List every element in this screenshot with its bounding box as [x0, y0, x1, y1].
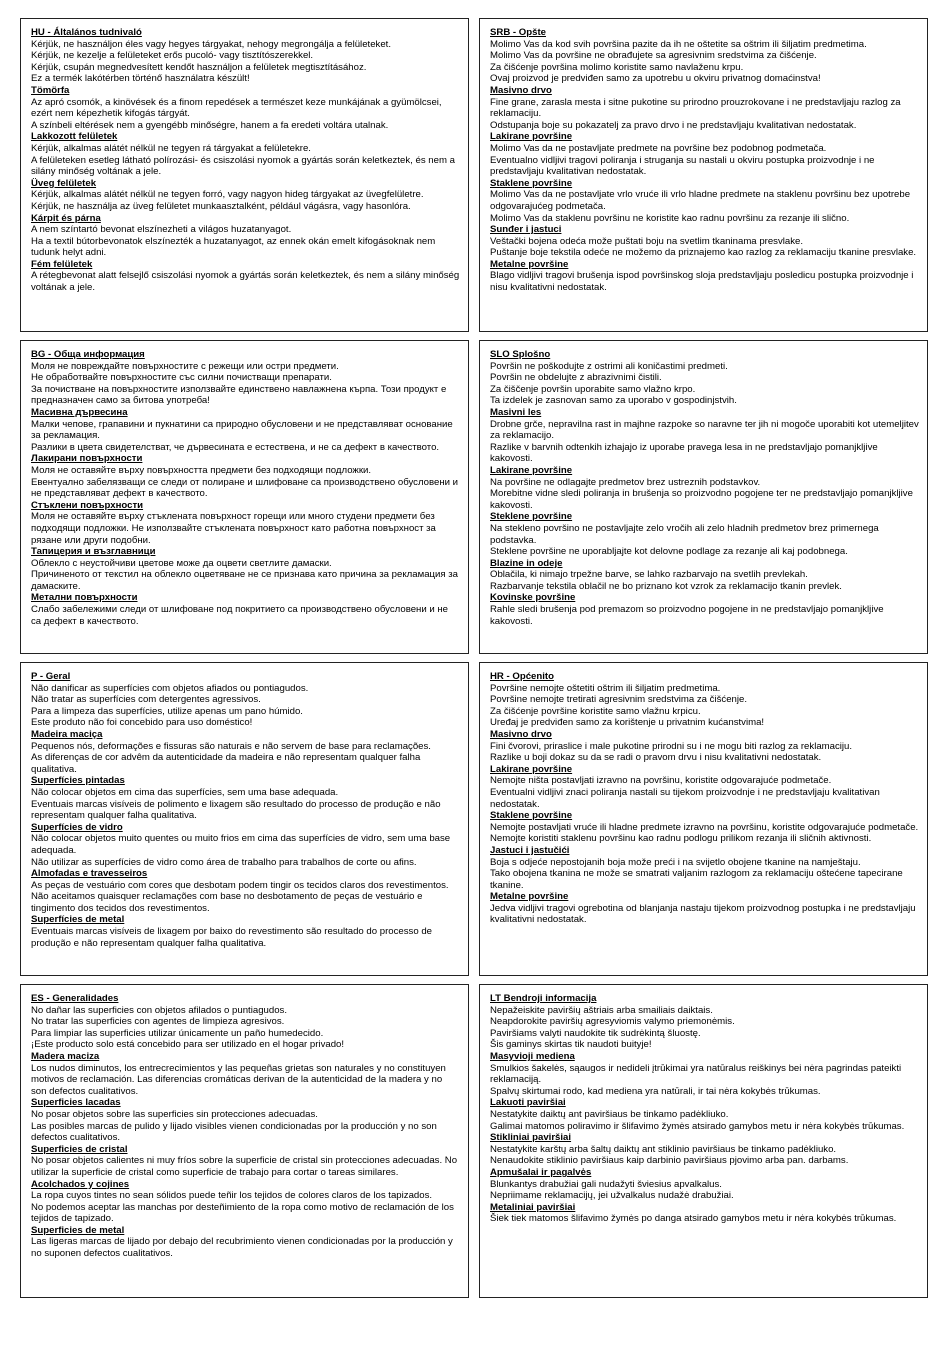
paragraph: Eventuais marcas visíveis de lixagem por baixo do revestimento são resultado do processo de produção e não representam qualquer falha qualitativa.	[31, 926, 433, 949]
paragraph: Za čišćenje površina molimo koristite samo navlaženu krpu.	[490, 61, 744, 73]
subsection-heading: Masivno drvo	[490, 84, 552, 96]
paragraph: Kérjük, alkalmas alátét nélkül ne tegyen rá tárgyakat a felületekre.	[31, 142, 311, 154]
section-title: LT Bendroji informacija	[490, 993, 597, 1004]
paragraph: Малки чепове, грапавини и пукнатини са природно обусловени и не представляват основание за рекламация.	[31, 418, 453, 442]
paragraph: Puštanje boje tekstila odeće ne možemo da priznajemo kao razlog za reklamaciju tkanine presvlake.	[490, 247, 917, 259]
subsection-heading: Масивна дървесина	[31, 406, 128, 418]
paragraph: Ez a termék lakótérben történő használatra készült!	[31, 73, 250, 85]
paragraph: Galimai matomos poliravimo ir šlifavimo žymės atsirado gamybos metu ir nėra kokybės trūkumas.	[490, 1120, 905, 1132]
paragraph: Причиненото от текстил на облекло оцветяване не се признава като причина за рекламация за дамаските.	[31, 569, 458, 592]
paragraph: Površine nemojte oštetiti oštrim ili šiljatim predmetima.	[490, 682, 721, 694]
paragraph: Nemojte postavljati vruće ili hladne predmete izravno na površinu, koristite odgovarajuće podmetače.	[490, 821, 919, 833]
subsection-heading: Superficies de metal	[31, 1224, 125, 1236]
section-bg	[20, 340, 469, 654]
paragraph: Las posibles marcas de pulido y lijado visibles vienen condicionadas por la producción y no son defectos cualitativos.	[31, 1120, 437, 1144]
paragraph: За почистване на повърхностите използвайте единствено навлажнена кърпа. Този продукт е предназначен само за битова употреба!	[31, 383, 447, 407]
section-title: ES - Generalidades	[31, 993, 119, 1004]
paragraph: Na površine ne odlagajte predmetov brez ustreznih podstavkov.	[490, 476, 761, 488]
paragraph: Nepriimame reklamacijų, jei užvalkalus nudažė drabužiai.	[490, 1190, 734, 1202]
subsection-heading: Jastuci i jastučići	[490, 844, 570, 856]
subsection-heading: Lakirane površine	[490, 131, 573, 143]
subsection-heading: Madeira maciça	[31, 728, 103, 740]
paragraph: Las ligeras marcas de lijado por debajo del recubrimiento vienen condicionadas por la producción y no suponen defectos cualitativos.	[31, 1236, 453, 1260]
subsection-heading: Metalne površine	[490, 891, 569, 903]
paragraph: Ha a textil bútorbevonatok elszínezték a huzatanyagot, az ennek okán emelt kifogásoknak nem tudunk helyt adni.	[31, 235, 436, 259]
paragraph: Eventuais marcas visíveis de polimento e lixagem são resultado do processo de produção e não representam qualquer falha qualitativa.	[31, 798, 441, 822]
paragraph: La ropa cuyos tintes no sean sólidos puede teñir los tejidos de colores claros de los tapizados.	[31, 1190, 433, 1202]
paragraph: As peças de vestuário com cores que desbotam podem tingir os tecidos claros dos revestimentos.	[31, 879, 449, 891]
paragraph: Drobne grče, nepravilna rast in majhne razpoke so naravne ter jih ni mogoče uporabiti kot utemeljitev za reklamacijo.	[490, 418, 919, 442]
section-lt	[479, 984, 928, 1298]
subsection-heading: Masivni les	[490, 406, 542, 418]
paragraph: Este produto não foi concebido para uso doméstico!	[31, 717, 253, 729]
paragraph: Morebitne vidne sledi poliranja in brušenja so proizvodno pogojene ter ne predstavljajo pomanjkljive kakovosti.	[490, 488, 913, 511]
section-slo	[479, 340, 928, 654]
subsection-heading: Apmušalai ir pagalvės	[490, 1166, 592, 1178]
paragraph: Za čiščenje površin uporabite samo vlažno krpo.	[490, 383, 696, 395]
paragraph: Fine grane, zarasla mesta i sitne pukotine su prirodno prouzrokovane i ne predstavljaju razlog za reklamaciju.	[490, 96, 901, 120]
paragraph: Eventualni vidljivi znaci poliranja nastali su tijekom proizvodnje i ne predstavljaju kvalitativan nedostatak.	[490, 786, 880, 810]
paragraph: Molimo Vas da ne postavljate vrlo vruće ili vrlo hladne predmete na staklenu površinu bez upotrebe odgovarajućeg podmetača.	[490, 189, 911, 212]
paragraph: Para limpiar las superficies utilizar únicamente un paño humedecido.	[31, 1027, 324, 1039]
paragraph: Моля не оставяйте върху стъклената повърхност горещи или много студени предмети без подходящи подложки. Не използвайте стъклената повърхност като работна повърхност за рязане или други подобни.	[31, 511, 436, 546]
subsection-heading: Стъклени повърхности	[31, 499, 144, 511]
paragraph: Za čišćenje površine koristite samo vlažnu krpicu.	[490, 705, 701, 717]
section-title: P - Geral	[31, 671, 71, 682]
section-p	[20, 662, 469, 976]
section-title: HU - Általános tudnivaló	[31, 27, 142, 38]
section-title: BG - Обща информация	[31, 349, 145, 360]
paragraph: Molimo Vas da ne postavljate predmete na površine bez podobnog podmetača.	[490, 142, 827, 154]
paragraph: Kérjük, ne kezelje a felületeket erős pucoló- vagy tisztítószerekkel.	[31, 50, 314, 62]
paragraph: Eventualno vidljivi tragovi poliranja i struganja su nastali u okviru postupka proizvodnje i ne predstavljaju kvalitativan nedostatak.	[490, 154, 875, 178]
paragraph: Ovaj proizvod je predviđen samo za upotrebu u okviru privatnog domaćinstva!	[490, 73, 821, 85]
paragraph: Kérjük, ne használja az üveg felületet munkaasztalként, például vágásra, vagy hasonlóra.	[31, 200, 411, 212]
paragraph: Nestatykite daiktų ant paviršiaus be tinkamo padėkliuko.	[490, 1108, 729, 1120]
paragraph: Na stekleno površino ne postavljajte zelo vročih ali zelo hladnih predmetov brez primernega podstavka.	[490, 522, 879, 546]
paragraph: No posar objetos sobre las superficies sin protecciones adecuadas.	[31, 1108, 318, 1120]
paragraph: Molimo Vas da kod svih površina pazite da ih ne oštetite sa oštrim ili šiljatim predmetima.	[490, 38, 867, 50]
subsection-heading: Superficies lacadas	[31, 1097, 121, 1109]
section-title: HR - Općenito	[490, 671, 554, 682]
paragraph: Paviršiams valyti naudokite tik sudrėkintą šluostę.	[490, 1027, 701, 1039]
paragraph: As diferenças de cor advêm da autenticidade da madeira e não representam qualquer falha qualitativa.	[31, 752, 421, 775]
paragraph: Não aceitamos quaisquer reclamações com base no desbotamento de peças de vestuário e tingimento dos tecidos dos revestimentos.	[31, 891, 423, 914]
paragraph: Oblačila, ki nimajo trpežne barve, se lahko razbarvajo na svetlih prevlekah.	[490, 569, 808, 581]
subsection-heading: Masivno drvo	[490, 728, 552, 740]
paragraph: No tratar las superficies con agentes de limpieza agresivos.	[31, 1016, 285, 1028]
paragraph: Слабо забележими следи от шлифоване под покритието са производствено обусловени и не са дефект в качеството.	[31, 604, 449, 627]
paragraph: Tako obojena tkanina ne može se smatrati valjanim razlogom za reklamaciju oštećene tapecirane tkanine.	[490, 868, 903, 891]
paragraph: Blago vidljivi tragovi brušenja ispod površinskog sloja predstavljaju posledicu postupka proizvodnje i nisu kvalitativni nedostatak.	[490, 270, 914, 294]
paragraph: Šis gaminys skirtas tik naudoti buityje!	[490, 1039, 652, 1051]
subsection-heading: Üveg felületek	[31, 177, 97, 189]
paragraph: Fini čvorovi, priraslice i male pukotine prirodni su i ne mogu biti razlog za reklamaciju.	[490, 740, 853, 752]
paragraph: Nepažeiskite paviršių aštriais arba smailiais daiktais.	[490, 1004, 713, 1016]
paragraph: Разлики в цвета свидетелстват, че дървесината е естествена, и не са дефект в качеството.	[31, 441, 440, 453]
section-hr	[479, 662, 928, 976]
paragraph: Para a limpeza das superfícies, utilize apenas um pano húmido.	[31, 705, 303, 717]
paragraph: Uređaj je predviđen samo za korištenje u privatnim kućanstvima!	[490, 717, 765, 729]
paragraph: Odstupanja boje su pokazatelj za pravo drvo i ne predstavljaju kvalitativan nedostatak.	[490, 119, 857, 131]
subsection-heading: Staklene površine	[490, 177, 573, 189]
paragraph: Kérjük, csupán megnedvesített kendőt használjon a felületek megtisztításához.	[31, 61, 367, 73]
subsection-heading: Kovinske površine	[490, 592, 576, 604]
paragraph: Površin ne poškodujte z ostrimi ali koničastimi predmeti.	[490, 360, 728, 372]
section-srb	[479, 18, 928, 332]
subsection-heading: Metalne površine	[490, 258, 569, 270]
paragraph: Nestatykite karštų arba šaltų daiktų ant stiklinio paviršiaus be tinkamo padėkliuko.	[490, 1143, 837, 1155]
paragraph: Nemojte koristiti staklenu površinu kao radnu podlogu prilikom rezanja ili sličnih aktivnosti.	[490, 833, 872, 845]
paragraph: Veštački bojena odeća može puštati boju na svetlim tkaninama presvlake.	[490, 235, 804, 247]
section-title: SLO Splošno	[490, 349, 551, 360]
paragraph: Не обработвайте повърхностите със силни почистващи препарати.	[31, 372, 332, 384]
subsection-heading: Lakkozott felületek	[31, 131, 118, 143]
section-title: SRB - Opšte	[490, 27, 546, 38]
subsection-heading: Метални повърхности	[31, 592, 138, 604]
paragraph: Razlike u boji dokaz su da se radi o pravom drvu i nisu kvalitativni nedostatak.	[490, 752, 822, 764]
paragraph: A rétegbevonat alatt felsejlő csiszolási nyomok a gyártás során keletkeztek, és nem a silány minőség voltának a jele.	[31, 270, 460, 294]
paragraph: Моля не оставяйте върху повърхността предмети без подходящи подложки.	[31, 464, 372, 476]
paragraph: Površine nemojte tretirati agresivnim sredstvima za čišćenje.	[490, 694, 747, 706]
subsection-heading: Madera maciza	[31, 1050, 100, 1062]
paragraph: A színbeli eltérések nem a gyengébb minőségre, hanem a fa eredeti voltára utalnak.	[31, 119, 389, 131]
subsection-heading: Superfícies de metal	[31, 914, 125, 926]
paragraph: Não danificar as superfícies com objetos afiados ou pontiagudos.	[31, 682, 309, 694]
paragraph: Blunkantys drabužiai gali nudažyti šviesius apvalkalus.	[490, 1178, 722, 1190]
subsection-heading: Superfícies de vidro	[31, 821, 123, 833]
subsection-heading: Staklene površine	[490, 810, 573, 822]
paragraph: Pequenos nós, deformações e fissuras são naturais e não servem de base para reclamações.	[31, 740, 431, 752]
subsection-heading: Lakirane površine	[490, 763, 573, 775]
section-hu	[20, 18, 469, 332]
paragraph: Razbarvanje tekstila oblačil ne bo priznano kot vzrok za reklamacijo tkanin prevlek.	[490, 580, 842, 592]
paragraph: A felületeken esetleg látható polírozási- és csiszolási nyomok a gyártás során keletkeztek, és nem a silány minőség voltának a jele.	[31, 154, 455, 178]
paragraph: Não colocar objetos em cima das superfícies, sem uma base adequada.	[31, 786, 339, 798]
subsection-heading: Kárpit és párna	[31, 212, 101, 224]
paragraph: Kérjük, ne használjon éles vagy hegyes tárgyakat, nehogy megrongálja a felületeket.	[31, 38, 391, 50]
paragraph: Евентуално забелязващи се следи от полиране и шлифоване са производствено обусловени и не представляват дефект в качеството.	[31, 476, 459, 500]
paragraph: Não colocar objetos muito quentes ou muito frios em cima das superfícies de vidro, sem uma base adequada.	[31, 833, 451, 856]
subsection-heading: Acolchados y cojines	[31, 1178, 130, 1190]
paragraph: Površin ne obdelujte z abrazivnimi čistili.	[490, 372, 662, 384]
subsection-heading: Masyvioji mediena	[490, 1050, 575, 1062]
paragraph: Облекло с неустойчиви цветове може да оцвети светлите дамаски.	[31, 557, 332, 569]
paragraph: Neapdorokite paviršių agresyviomis valymo priemonėmis.	[490, 1016, 735, 1028]
paragraph: Ta izdelek je zasnovan samo za uporabo v gospodinjstvih.	[490, 395, 737, 407]
subsection-heading: Superficies de cristal	[31, 1143, 128, 1155]
paragraph: Não utilizar as superfícies de vidro como área de trabalho para trabalhos de corte ou afins.	[31, 856, 417, 868]
subsection-heading: Sunđer i jastuci	[490, 224, 562, 236]
subsection-heading: Almofadas e travesseiros	[31, 868, 148, 880]
paragraph: Boja s odjeće nepostojanih boja može preći i na svijetlo obojene tkanine na namještaju.	[490, 856, 861, 868]
paragraph: Nemojte ništa postavljati izravno na površinu, koristite odgovarajuće podmetače.	[490, 775, 832, 787]
paragraph: Šiek tiek matomos šlifavimo žymės po danga atsirado gamybos metu ir nėra kokybės trūkumas.	[490, 1213, 897, 1225]
paragraph: Steklene površine ne uporabljajte kot delovne podlage za rezanje ali kaj podobnega.	[490, 546, 848, 558]
paragraph: Jedva vidljivi tragovi ogrebotina od blanjanja nastaju tijekom proizvodnog postupka i ne predstavljaju kvalitativni nedostatak.	[490, 902, 916, 926]
paragraph: Nenaudokite stiklinio paviršiaus kaip darbinio paviršiaus pjovimo arba pan. darbams.	[490, 1155, 849, 1167]
paragraph: No podemos aceptar las manchas por desteñimiento de la ropa como motivo de reclamación de los tejidos de tapizado.	[31, 1201, 454, 1225]
paragraph: Razlike v barvnih odtenkih izhajajo iz uporabe pravega lesa in ne predstavljajo pomanjkljive kakovosti.	[490, 441, 878, 465]
paragraph: Smulkios šakelės, sąaugos ir nedideli įtrūkimai yra natūralus reiškinys bei nėra pagrindas pateikti reklamaciją.	[490, 1062, 902, 1086]
section-es	[20, 984, 469, 1298]
subsection-heading: Steklene površine	[490, 511, 573, 523]
subsection-heading: Лакирани повърхности	[31, 453, 143, 465]
paragraph: Az apró csomók, a kinövések és a finom repedések a természet keze munkájának a gyümölcsei, ezért nem képezhetik kifogás tárgyát.	[31, 96, 442, 120]
paragraph: Molimo Vas da staklenu površinu ne koristite kao radnu površinu za rezanje ili slično.	[490, 212, 850, 224]
paragraph: ¡Este producto solo está concebido para ser utilizado en el hogar privado!	[31, 1039, 345, 1051]
subsection-heading: Lakuoti paviršiai	[490, 1097, 566, 1109]
subsection-heading: Metaliniai paviršiai	[490, 1201, 576, 1213]
paragraph: No posar objetos calientes ni muy fríos sobre la superficie de cristal sin protecciones adecuadas. No utilizar la superficie de cristal como superficie de trabajo para cortar o tareas similares.	[31, 1155, 458, 1178]
subsection-heading: Tömörfa	[31, 84, 70, 96]
paragraph: Los nudos diminutos, los entrecrecimientos y las pequeñas grietas son naturales y no constituyen motivos de reclamación. Las diferencias cromáticas derivan de la autenticidad de la madera y no son defectos cualitativos.	[31, 1062, 446, 1097]
subsection-heading: Stikliniai paviršiai	[490, 1132, 572, 1144]
paragraph: Molimo Vas da površine ne obrađujete sa agresivnim sredstvima za čišćenje.	[490, 50, 817, 62]
paragraph: Моля не повреждайте повърхностите с режещи или остри предмети.	[31, 360, 339, 372]
subsection-heading: Тапицерия и възглавници	[31, 546, 156, 558]
subsection-heading: Blazine in odeje	[490, 557, 563, 569]
paragraph: A nem színtartó bevonat elszínezheti a világos huzatanyagot.	[31, 224, 292, 236]
subsection-heading: Lakirane površine	[490, 464, 573, 476]
paragraph: No dañar las superficies con objetos afilados o puntiagudos.	[31, 1004, 287, 1016]
paragraph: Kérjük, alkalmas alátét nélkül ne tegyen forró, vagy nagyon hideg tárgyakat az üvegfelületre.	[31, 189, 424, 201]
paragraph: Não tratar as superfícies com detergentes agressivos.	[31, 694, 261, 706]
subsection-heading: Fém felületek	[31, 258, 93, 270]
paragraph: Spalvų skirtumai rodo, kad mediena yra natūrali, ir tai nėra kokybės trūkumas.	[490, 1085, 821, 1097]
paragraph: Rahle sledi brušenja pod premazom so proizvodno pogojene in ne predstavljajo pomanjkljive kakovosti.	[490, 604, 884, 627]
subsection-heading: Superfícies pintadas	[31, 775, 125, 787]
